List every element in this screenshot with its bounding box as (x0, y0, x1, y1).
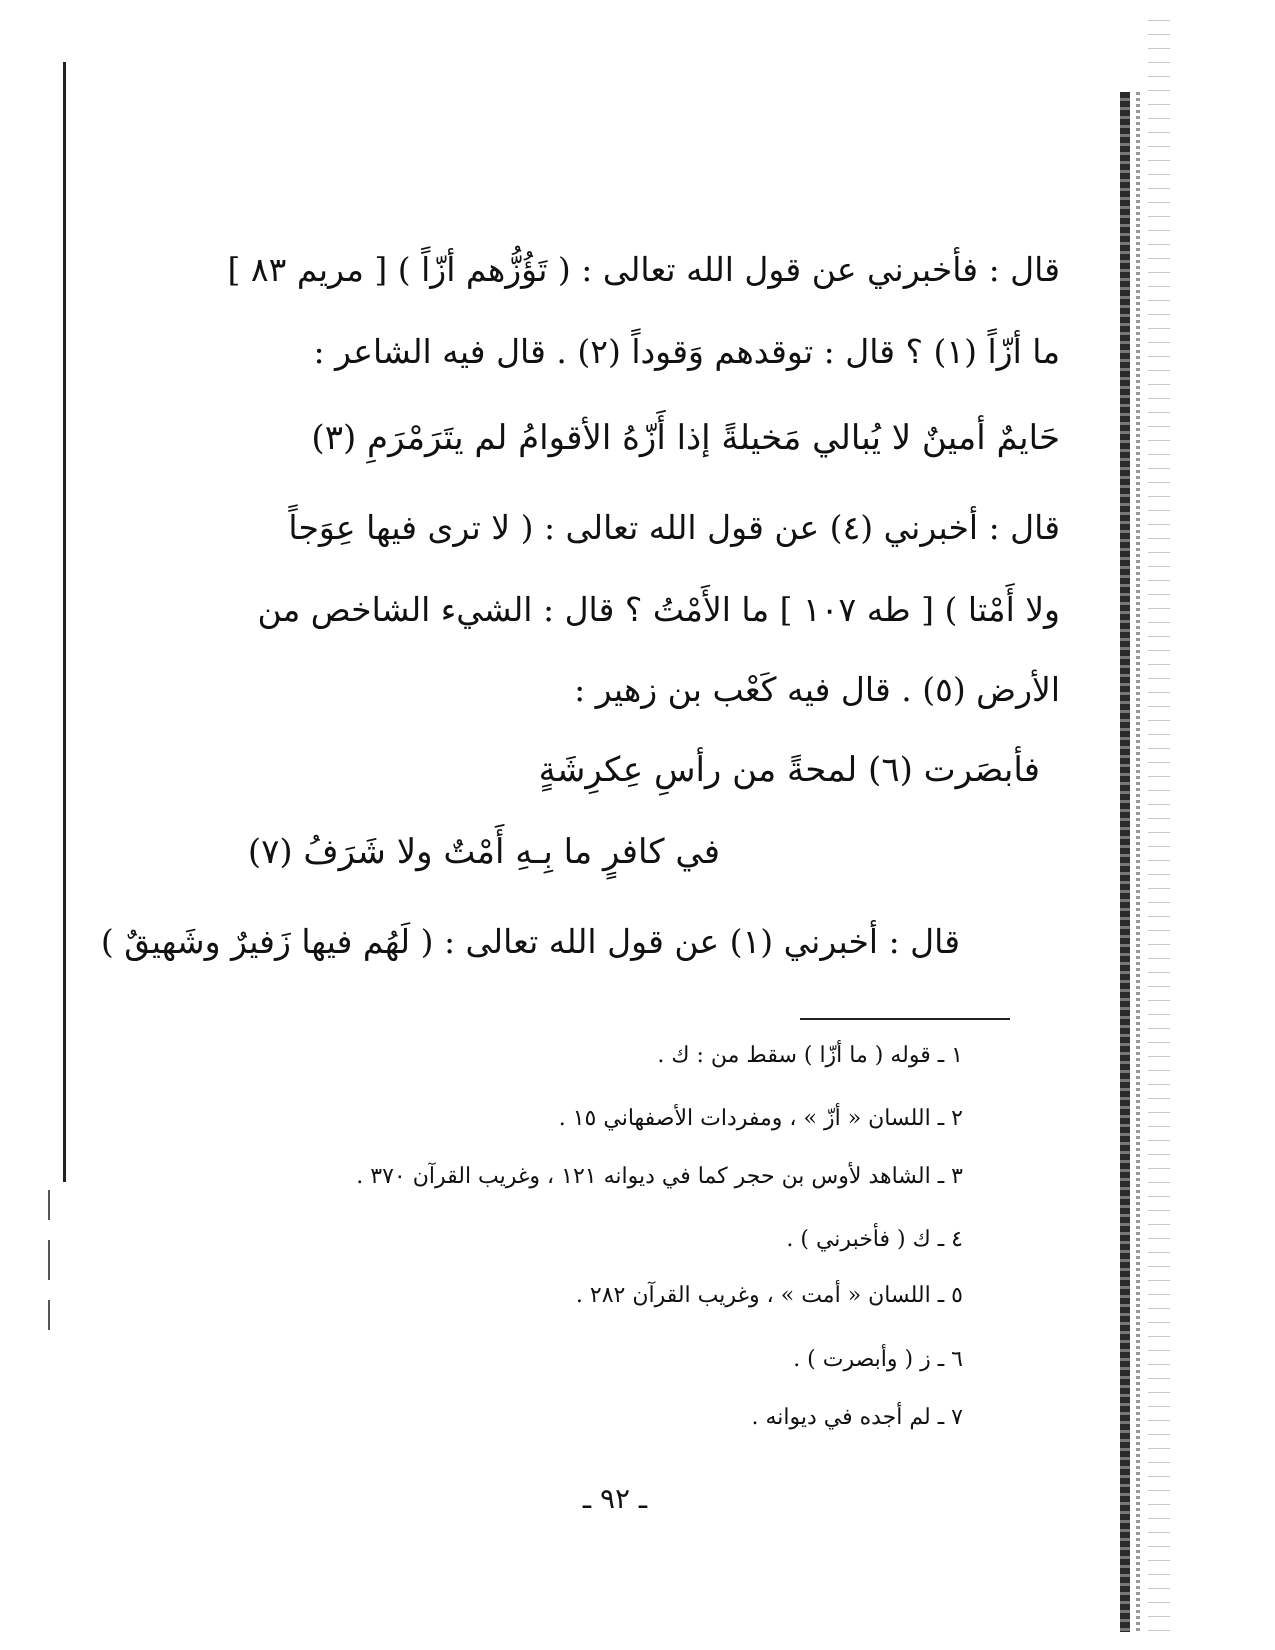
footnote-4: ٤ ـ ك ( فأخبرني ) . (786, 1227, 963, 1252)
verse-line-1: حَايمٌ أمينٌ لا يُبالي مَخيلةً إذا أَزّهُ الأقوامُ لم يتَرَمْرَمِ (٣) (311, 418, 1060, 458)
body-line-9: قال : أخبرني (١) عن قول الله تعالى : ( لَهُم فيها زَفيرٌ وشَهيقٌ ) (100, 922, 960, 961)
scan-line-left (63, 62, 66, 1182)
margin-ticks (1148, 20, 1170, 1640)
footnote-5: ٥ ـ اللسان « أمت » ، وغريب القرآن ٢٨٢ . (575, 1283, 963, 1308)
footnote-1: ١ ـ قوله ( ما أزّا ) سقط من : ك . (657, 1043, 963, 1068)
scan-dash (48, 1190, 50, 1220)
body-line-4: قال : أخبرني (٤) عن قول الله تعالى : ( لا ترى فيها عِوَجاً (288, 508, 1060, 547)
footnote-rule (800, 1018, 1010, 1020)
book-spine-shadow (1120, 92, 1130, 1632)
verse-line-2a: فأبصَرت (٦) لمحةً من رأسِ عِكرِشَةٍ (538, 750, 1040, 790)
scan-dash (48, 1300, 50, 1330)
scan-dash (48, 1240, 50, 1280)
verse-line-2b: في كافرٍ ما بِـهِ أَمْتٌ ولا شَرَفُ (٧) (247, 832, 720, 872)
book-spine-edge (1136, 92, 1140, 1632)
body-line-5: ولا أَمْتا ) [ طه ١٠٧ ] ما الأَمْتُ ؟ قال : الشيء الشاخص من (257, 590, 1060, 629)
footnote-7: ٧ ـ لم أجده في ديوانه . (751, 1405, 963, 1430)
footnote-2: ٢ ـ اللسان « أزّ » ، ومفردات الأصفهاني ١٥ . (558, 1106, 963, 1131)
page-number: ـ ٩٢ ـ (582, 1482, 648, 1515)
footnote-3: ٣ ـ الشاهد لأوس بن حجر كما في ديوانه ١٢١ ، وغريب القرآن ٣٧٠ . (356, 1164, 963, 1189)
body-line-6: الأرض (٥) . قال فيه كَعْب بن زهير : (574, 670, 1060, 709)
body-line-1: قال : فأخبرني عن قول الله تعالى : ( تَؤُزُّهم أزّاً ) [ مريم ٨٣ ] (227, 250, 1060, 289)
body-line-2: ما أزّاً (١) ؟ قال : توقدهم وَقوداً (٢) . قال فيه الشاعر : (313, 332, 1060, 371)
footnote-6: ٦ ـ ز ( وأبصرت ) . (793, 1347, 963, 1372)
